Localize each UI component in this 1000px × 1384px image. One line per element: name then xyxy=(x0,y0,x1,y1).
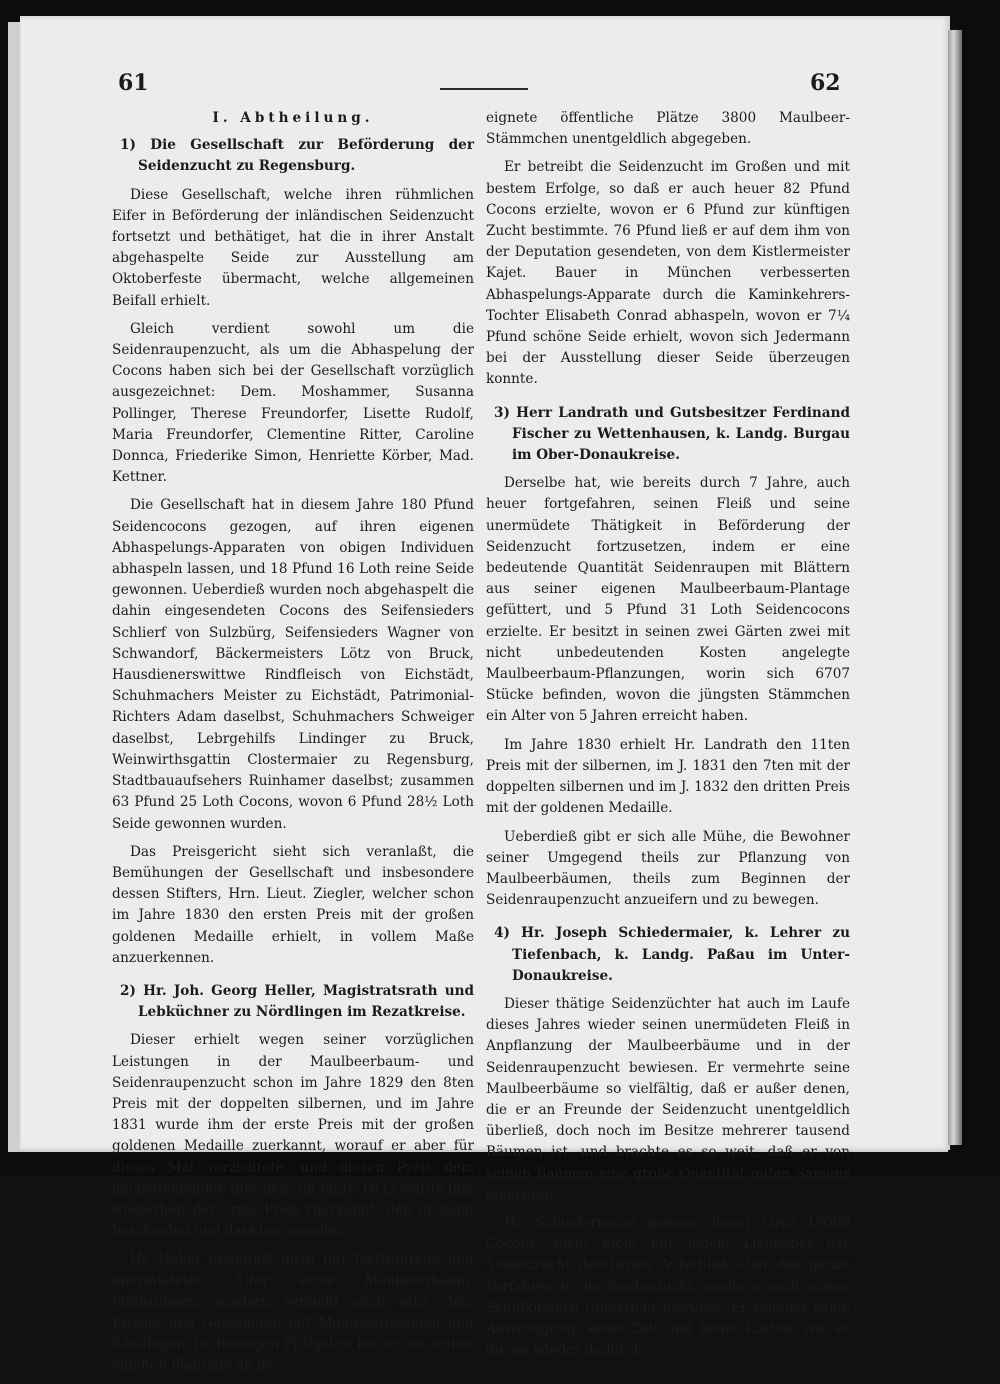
paragraph: Diese Gesellschaft, welche ihren rühmlichen Eifer in Beförderung der inländischen Seidenzucht fortsetzt und bethätiget, hat die in ihrer Anstalt abgehaspelte Seide zur Ausstellung am Oktoberfeste übermacht, welche allgemeinen Beifall erhielt. xyxy=(112,186,474,309)
paragraph: Dieser thätige Seidenzüchter hat auch im Laufe dieses Jahres wieder seinen unermüdeten Fleiß in Anpflanzung der Maulbeerbäume und in der Seidenraupenzucht bewiesen. Er vermehrte seine Maulbeerbäume so vielfältig, daß er außer denen, die er an Freunde der Seidenzucht unentgeldlich überließ, doch noch im Besitze mehrerer tausend Bäumen ist, und brachte es so weit, daß er von seinen Bäumen eine große Quantität guten Samens einärntete. xyxy=(486,995,850,1203)
item-heading-3: 3) Herr Landrath und Gutsbesitzer Ferdinand Fischer zu Wettenhausen, k. Landg. Burgau im Ober-Donaukreise. xyxy=(494,404,850,464)
page-number-right: 62 xyxy=(810,70,841,96)
page-number-left: 61 xyxy=(118,70,149,96)
item-heading-2: 2) Hr. Joh. Georg Heller, Magistratsrath und Lebküchner zu Nördlingen im Rezatkreise. xyxy=(120,982,474,1021)
paragraph: Im Jahre 1830 erhielt Hr. Landrath den 11ten Preis mit der silbernen, im J. 1831 den 7ten mit der doppelten silbernen und im J. 1832 den dritten Preis mit der goldenen Medaille. xyxy=(486,736,850,817)
left-column xyxy=(112,108,474,1384)
paragraph: Ueberdieß gibt er sich alle Mühe, die Bewohner seiner Umgegend theils zur Pflanzung von Maulbeerbäumen, theils zum Beginnen der Seidenraupenzucht anzueifern und zu bewegen. xyxy=(486,828,850,909)
item-heading-4: 4) Hr. Joseph Schiedermaier, k. Lehrer zu Tiefenbach, k. Landg. Paßau im Unter-Donaukreise. xyxy=(494,925,850,984)
item-heading-1: 1) Die Gesellschaft zur Beförderung der Seidenzucht zu Regensburg. xyxy=(120,137,474,175)
right-column xyxy=(486,108,850,1368)
paragraph: Gleich verdient sowohl um die Seidenraupenzucht, als um die Abhaspelung der Cocons haben sich bei der Gesellschaft vorzüglich ausgezeichnet: Dem. Moshammer, Susanna Pollinger, Therese Freundorfer, Lisette Rudolf, Maria Freundorfer, Clementine Ritter, Caroline Donnca, Friederike Simon, Henriette Körber, Mad. Kettner. xyxy=(112,320,474,486)
page-edge xyxy=(948,30,962,1145)
paragraph: Das Preisgericht sieht sich veranlaßt, die Bemühungen der Gesellschaft und insbesondere dessen Stifters, Hrn. Lieut. Ziegler, welcher schon im Jahre 1830 den ersten Preis mit der großen goldenen Medaille erhielt, in vollem Maße anzuerkennen. xyxy=(112,843,474,966)
paragraph: Dieser erhielt wegen seiner vorzüglichen Leistungen in der Maulbeerbaum- und Seidenraupenzucht schon im Jahre 1829 den 8ten Preis mit der doppelten silbernen, und im Jahre 1831 wurde ihm der erste Preis mit der großen goldenen Medaille zuerkannt, worauf er aber für dieses Mal verzichtete, und diesen Preis dem nächstfolgenden überließ. Im Jahre 1832 wurde ihm wiederholt der erste Preis zuerkannt, den er dann bescheiden und dankbar annahm. xyxy=(112,1032,474,1240)
paragraph: Hr. Schiedermaier gewann heuer circa 19000 Cocons, giebt nicht nur jedem Liebhaber der Seidenzucht deutlichen Aufschluß über das ganze Verfahren in der Seidenzucht, sondern auch seinen Schulkindern Unterricht hierüber. Er scheuet keine Anstrengung, keine Zeit und keine Kosten, wie er dieses wieder dadurch xyxy=(486,1214,850,1359)
paragraph: eignete öffentliche Plätze 3800 Maulbeer-Stämmchen unentgeldlich abgegeben. xyxy=(486,110,850,148)
header-rule xyxy=(440,88,528,90)
section-title: I. Abtheilung. xyxy=(212,110,374,126)
paragraph: Hr. Heller erweitert nicht nur fortwährend und unermüdeten Eifer seine Maulbeerbaum-Pflanzungen, sondern versieht auch sehr viele Private und Gemeinden mit Maulbeerbäumen und Sämlingen. Im heurigen Frühjahre hat er aus seiner eigenen Plantage an ge- xyxy=(112,1251,474,1374)
paragraph: Derselbe hat, wie bereits durch 7 Jahre, auch heuer fortgefahren, seinen Fleiß und seine unermüdete Thätigkeit in Beförderung der Seidenzucht fortzusetzen, indem er eine bedeutende Quantität Seidenraupen mit Blättern aus seiner eigenen Maulbeerbaum-Plantage gefüttert, und 5 Pfund 31 Loth Seidencocons erzielte. Er besitzt in seinen zwei Gärten zwei mit nicht unbedeutenden Kosten angelegte Maulbeerbaum-Pflanzungen, worin sich 6707 Stücke befinden, wovon die jüngsten Stämmchen ein Alter von 5 Jahren erreicht haben. xyxy=(486,475,850,725)
paragraph: Er betreibt die Seidenzucht im Großen und mit bestem Erfolge, so daß er auch heuer 82 Pfund Cocons erzielte, wovon er 6 Pfund zur künftigen Zucht bestimmte. 76 Pfund ließ er auf dem ihm von der Deputation gesendeten, von dem Kistlermeister Kajet. Bauer in München verbesserten Abhaspelungs-Apparate durch die Kaminkehrers-Tochter Elisabeth Conrad abhaspeln, wovon er 7¼ Pfund schöne Seide erhielt, wovon sich Jedermann bei der Ausstellung dieser Seide überzeugen konnte. xyxy=(486,159,850,388)
paragraph: Die Gesellschaft hat in diesem Jahre 180 Pfund Seidencocons gezogen, auf ihren eigenen Abhaspelungs-Apparaten von obigen Individuen abhaspeln lassen, und 18 Pfund 16 Loth reine Seide gewonnen. Ueberdieß wurden noch abgehaspelt die dahin eingesendeten Cocons des Seifensieders Schlierf von Sulzbürg, Seifensieders Wagner von Schwandorf, Bäckermeisters Lötz von Bruck, Hausdienerswittwe Rindfleisch von Eichstädt, Schuhmachers Meister zu Eichstädt, Patrimonial-Richters Adam daselbst, Schuhmachers Schweiger daselbst, Lebrgehilfs Lindinger zu Bruck, Weinwirthsgattin Clostermaier zu Regensburg, Stadtbauaufsehers Ruinhamer daselbst; zusammen 63 Pfund 25 Loth Cocons, wovon 6 Pfund 28½ Loth Seide gewonnen wurden. xyxy=(112,497,474,832)
